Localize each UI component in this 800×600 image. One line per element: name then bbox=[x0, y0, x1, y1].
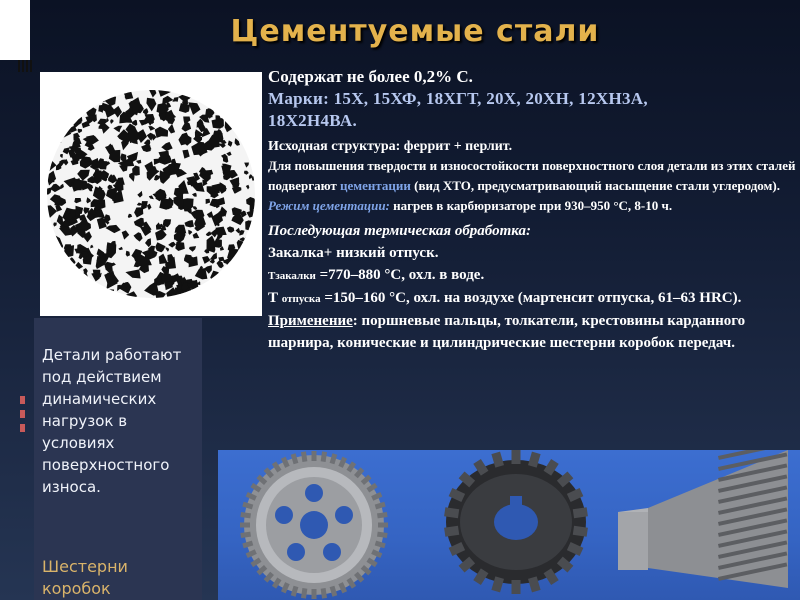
para-a: Для повышения твердости и износостойкости поверхностного слоя детали из этих сталей подвергают bbox=[268, 158, 796, 193]
mode-text: нагрев в карбюризаторе при 930–950 °С, 8-10 ч. bbox=[393, 198, 673, 213]
initial-structure: Исходная структура: феррит + перлит. bbox=[268, 139, 513, 154]
cementation-paragraph bbox=[268, 156, 798, 216]
grades-line-1: Марки: 15Х, 15ХФ, 18ХГТ, 20Х, 20ХН, 12ХН3А, bbox=[268, 89, 648, 108]
quench-line: Закалка+ низкий отпуск. bbox=[268, 245, 439, 261]
white-strip bbox=[0, 0, 30, 60]
gears-caption: Шестерни коробок bbox=[42, 557, 128, 598]
grades-line-2: 18Х2Н4ВА. bbox=[268, 111, 357, 130]
usage-description: Детали работают под действием динамических нагрузок в условиях поверхностного износа. bbox=[42, 346, 182, 496]
temper-temperature: Т отпуска =150–160 °С, охл. на воздухе (мартенсит отпуска, 61–63 HRC). bbox=[268, 290, 742, 306]
cementation-term: цементации bbox=[340, 178, 411, 193]
quench-temperature: Тзакалки =770–880 °С, охл. в воде. bbox=[268, 267, 485, 283]
corner-marks bbox=[18, 60, 32, 74]
left-panel bbox=[34, 318, 202, 600]
application: Применение: поршневые пальцы, толкатели, крестовины карданного шарнира, конические и цилиндрические шестерни коробок передач. bbox=[268, 313, 746, 351]
helical-gear-icon bbox=[444, 450, 588, 594]
para-b: (вид ХТО, предусматривающий насыщение стали углеродом). bbox=[414, 178, 780, 193]
bevel-gear-icon bbox=[618, 450, 788, 588]
gears-photo bbox=[218, 450, 800, 600]
slide-title: Цементуемые стали bbox=[230, 14, 600, 49]
heat-treatment-heading: Последующая термическая обработка: bbox=[268, 223, 531, 239]
spur-gear-icon bbox=[240, 451, 388, 599]
carbon-content: Содержат не более 0,2% С. bbox=[268, 67, 473, 86]
decorative-marks bbox=[20, 396, 26, 440]
microstructure-image bbox=[40, 72, 262, 316]
mode-label: Режим цементации: bbox=[268, 198, 390, 213]
content-text bbox=[268, 66, 798, 354]
